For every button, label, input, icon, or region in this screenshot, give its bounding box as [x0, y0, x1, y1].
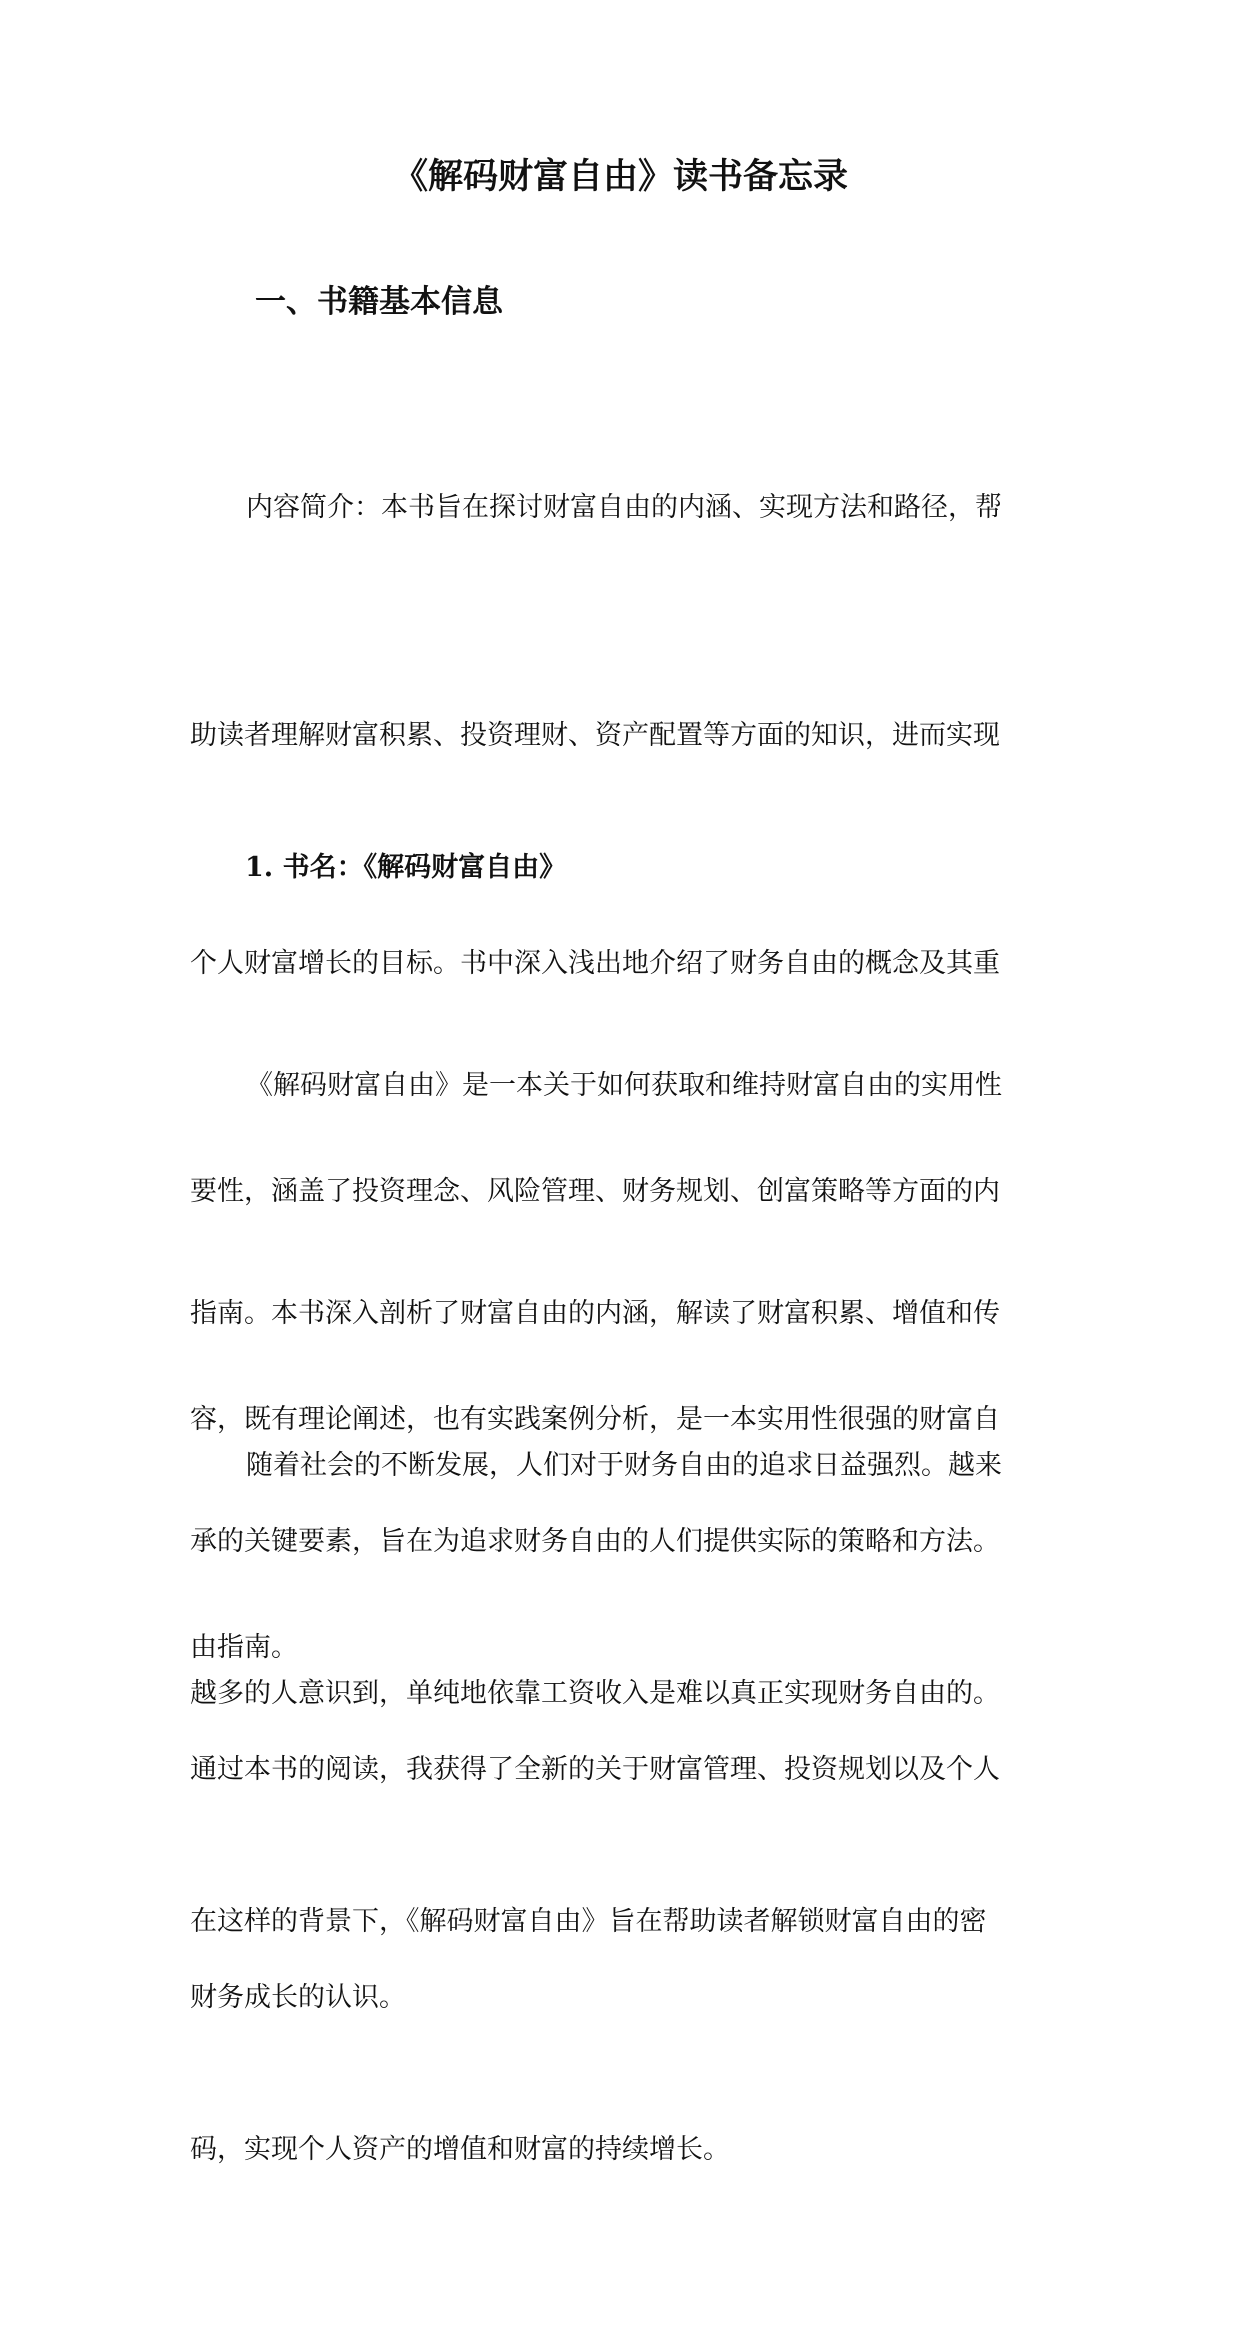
section-heading-book-info: 一、书籍基本信息 — [255, 284, 503, 320]
paragraph-line: 内容简介：本书旨在探讨财富自由的内涵、实现方法和路径，帮 — [246, 492, 1002, 523]
subsection-heading-book-name: 1. 书名：《解码财富自由》 — [245, 852, 567, 883]
paragraph-line: 容，既有理论阐述，也有实践案例分析，是一本实用性很强的财富自 — [190, 1404, 1000, 1435]
background-paragraph — [190, 1276, 1050, 2340]
paragraph-line: 在这样的背景下，《解码财富自由》旨在帮助读者解锁财富自由的密 — [190, 1906, 987, 1937]
paragraph-line: 助读者理解财富积累、投资理财、资产配置等方面的知识，进而实现 — [190, 720, 1000, 751]
paragraph-line: 财务成长的认识。 — [190, 1982, 406, 2013]
paragraph-line: 指南。本书深入剖析了财富自由的内涵，解读了财富积累、增值和传 — [190, 1298, 1000, 1329]
paragraph-line: 个人财富增长的目标。书中深入浅出地介绍了财务自由的概念及其重 — [190, 948, 1000, 979]
paragraph-line: 随着社会的不断发展，人们对于财务自由的追求日益强烈。越来 — [246, 1450, 1002, 1481]
paragraph-line: 越多的人意识到，单纯地依靠工资收入是难以真正实现财务自由的。 — [190, 1678, 1000, 1709]
document-title: 《解码财富自由》读书备忘录 — [392, 156, 848, 197]
paragraph-line: 码，实现个人资产的增值和财富的持续增长。 — [190, 2134, 730, 2165]
paragraph-line: 由指南。 — [190, 1632, 298, 1663]
paragraph-line: 《解码财富自由》是一本关于如何获取和维持财富自由的实用性 — [246, 1070, 1002, 1101]
paragraph-line: 承的关键要素，旨在为追求财务自由的人们提供实际的策略和方法。 — [190, 1526, 1000, 1557]
paragraph-line: 通过本书的阅读，我获得了全新的关于财富管理、投资规划以及个人 — [190, 1754, 1000, 1785]
paragraph-line: 要性，涵盖了投资理念、风险管理、财务规划、创富策略等方面的内 — [190, 1176, 1000, 1207]
